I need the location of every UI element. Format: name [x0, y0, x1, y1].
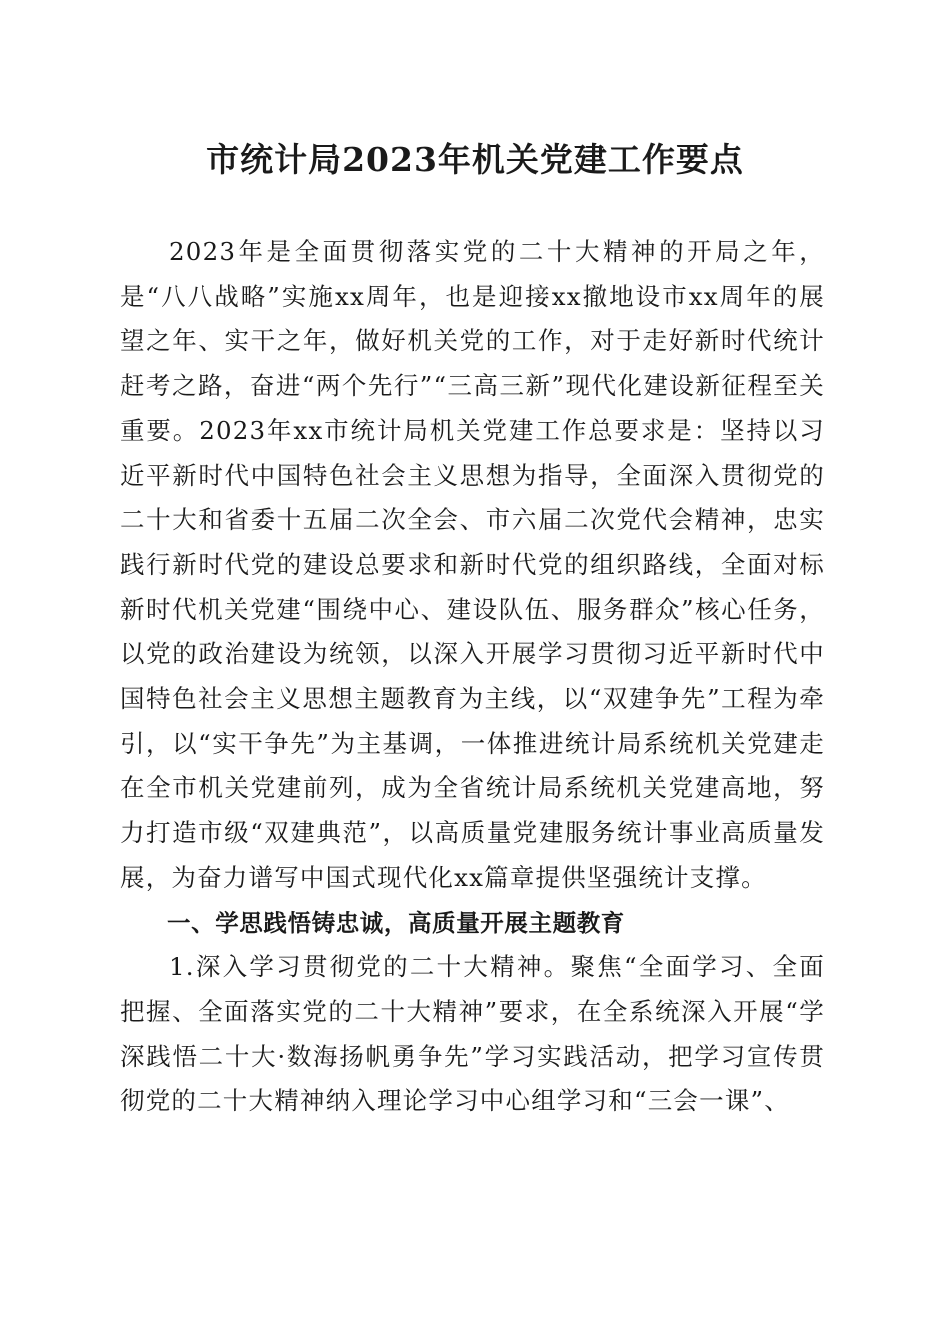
item-1-paragraph: 1.深入学习贯彻党的二十大精神。聚焦“全面学习、全面把握、全面落实党的二十大精神”要求，在全系统深入开展“学深践悟二十大·数海扬帆勇争先”学习实践活动，把学习宣传贯彻党的二十大精神纳入理论学习中心组学习和“三会一课”、 — [120, 952, 825, 1116]
document-body — [120, 230, 825, 1124]
document-title: 市统计局2023年机关党建工作要点 — [206, 140, 744, 179]
intro-paragraph: 2023年是全面贯彻落实党的二十大精神的开局之年，是“八八战略”实施xx周年，也是迎接xx撤地设市xx周年的展望之年、实干之年，做好机关党的工作，对于走好新时代统计赶考之路，奋进“两个先行”“三高三新”现代化建设新征程至关重要。2023年xx市统计局机关党建工作总要求是：坚持以习近平新时代中国特色社会主义思想为指导，全面深入贯彻党的二十大和省委十五届二次全会、市六届二次党代会精神，忠实践行新时代党的建设总要求和新时代党的组织路线，全面对标新时代机关党建“围绕中心、建设队伍、服务群众”核心任务，以党的政治建设为统领，以深入开展学习贯彻习近平新时代中国特色社会主义思想主题教育为主线，以“双建争先”工程为牵引，以“实干争先”为主基调，一体推进统计局系统机关党建走在全市机关党建前列，成为全省统计局系统机关党建高地，努力打造市级“双建典范”，以高质量党建服务统计事业高质量发展，为奋力谱写中国式现代化xx篇章提供坚强统计支撑。 — [120, 237, 825, 892]
section-1-heading: 一、学思践悟铸忠诚，高质量开展主题教育 — [167, 908, 625, 937]
